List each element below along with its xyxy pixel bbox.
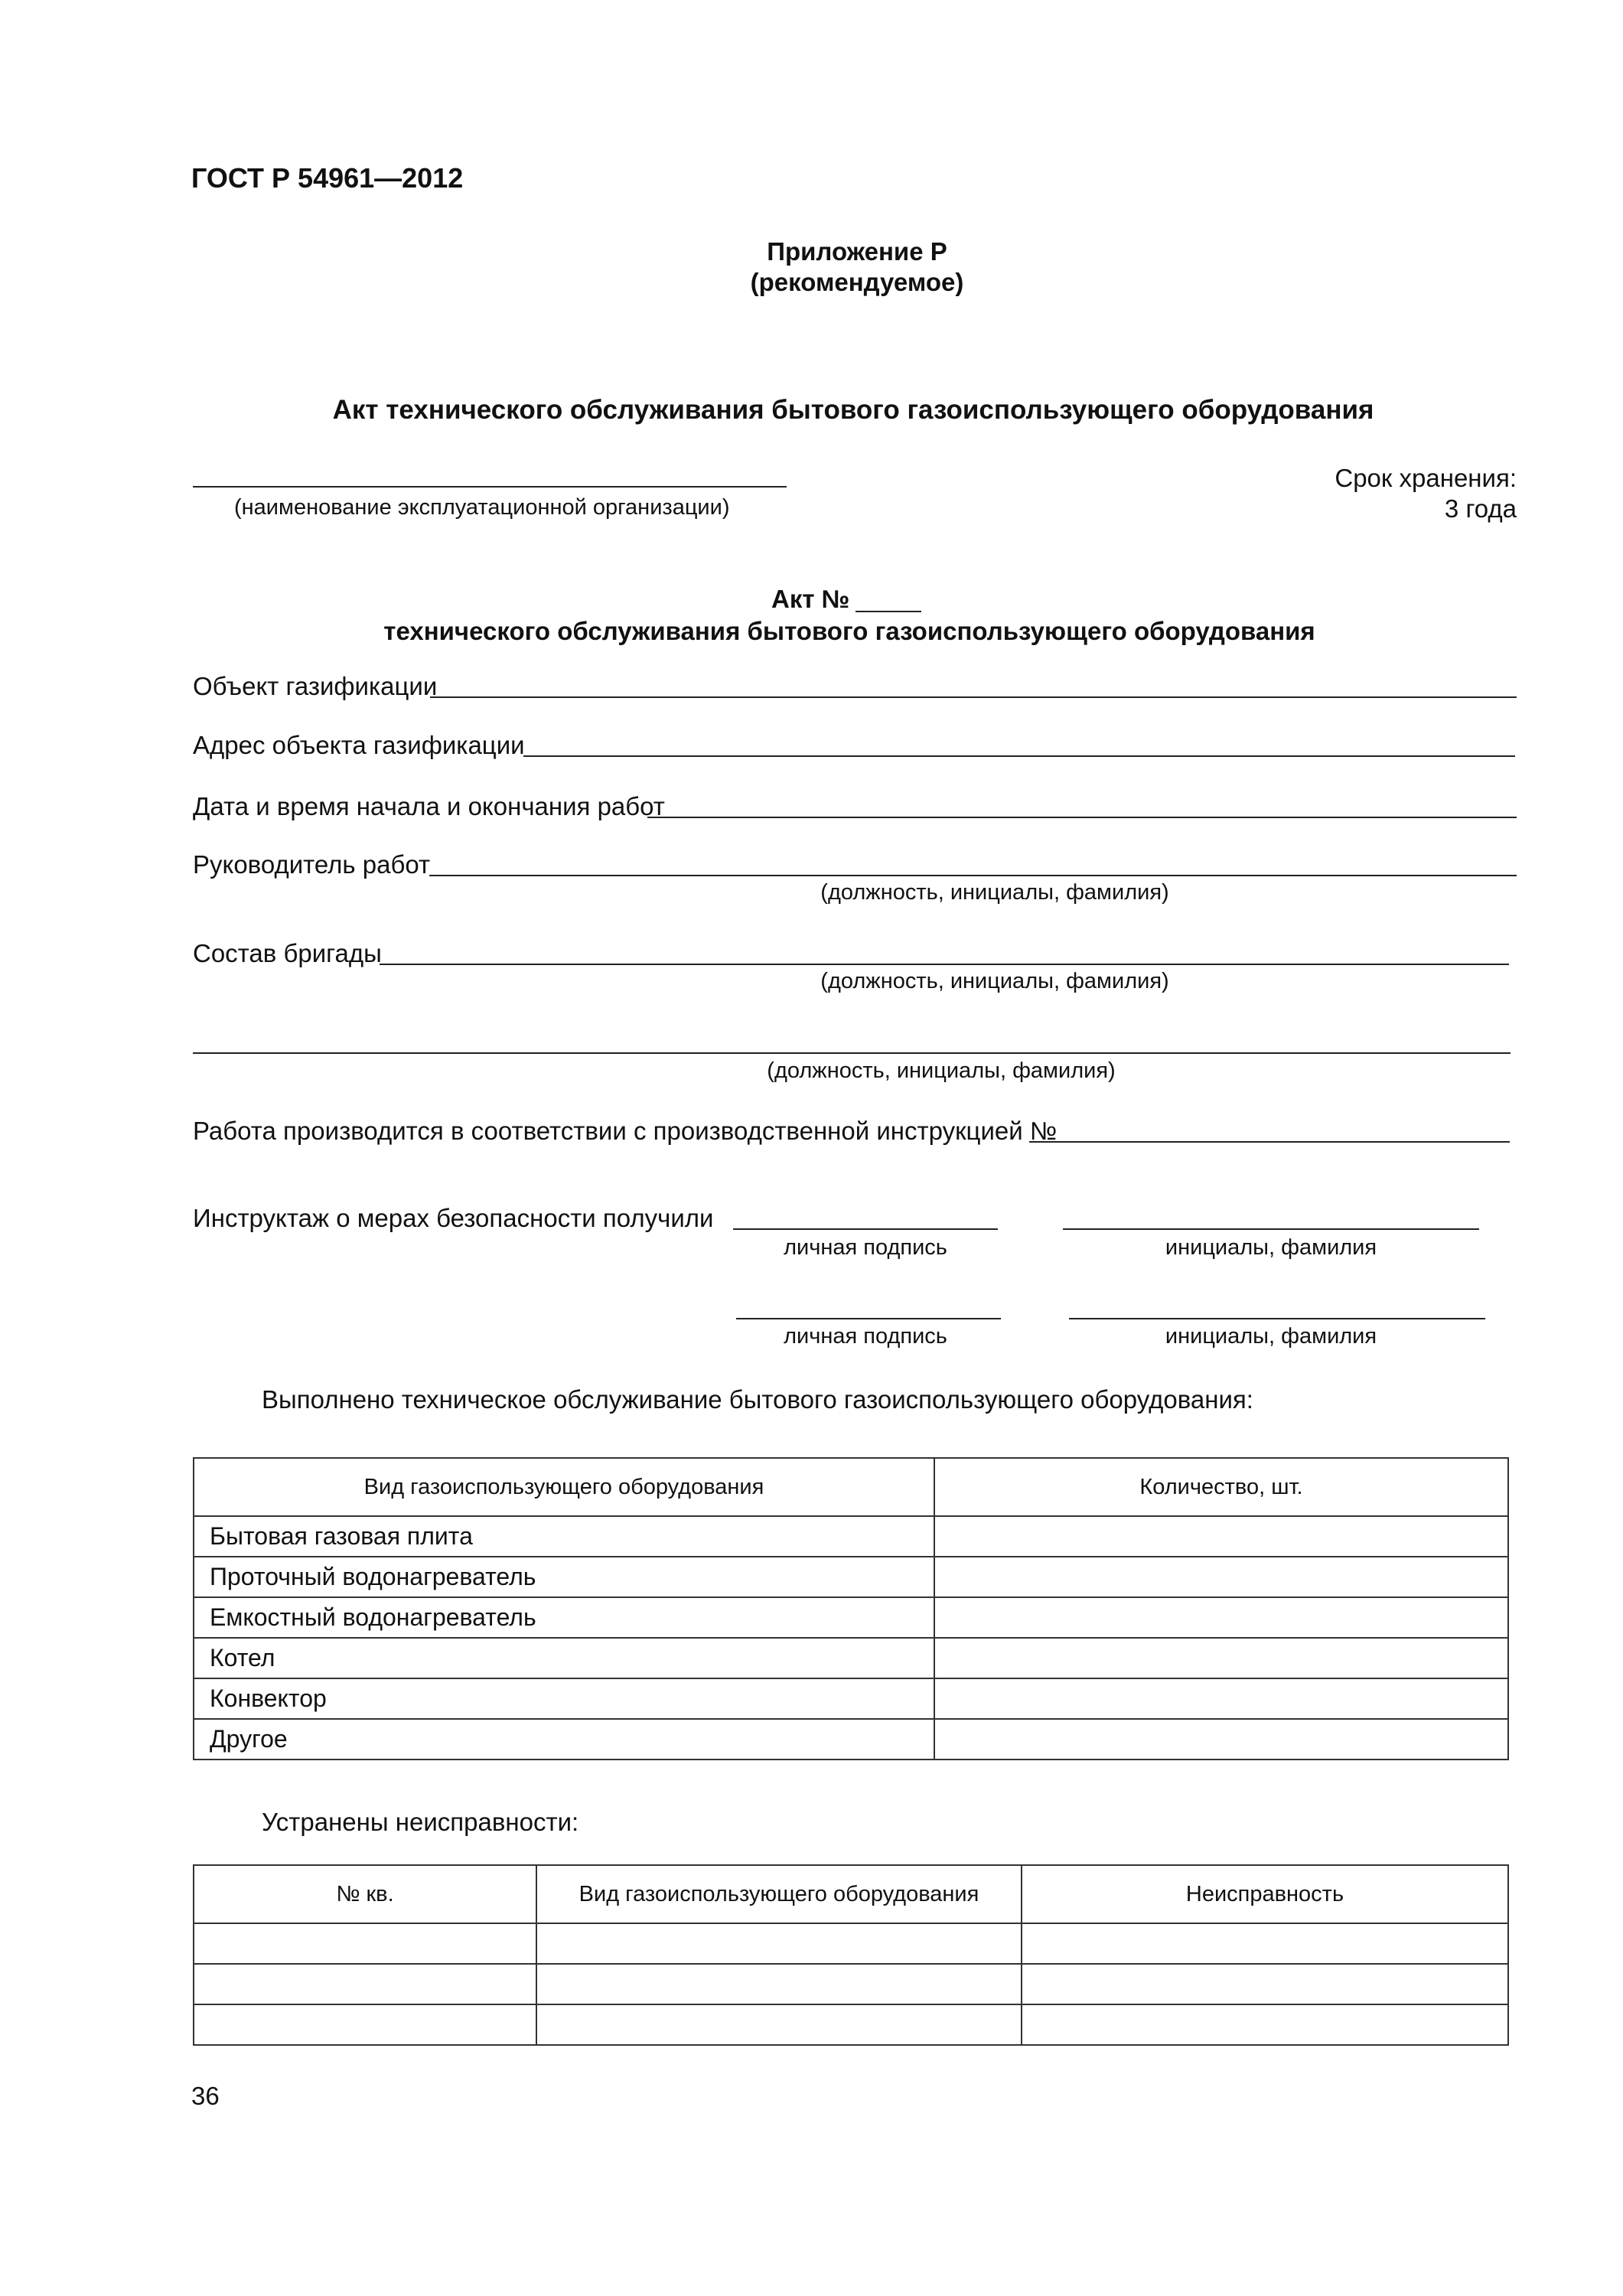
table-row [194,1597,1508,1638]
equipment-name: Проточный водонагреватель [194,1557,934,1597]
faults-table-header [194,1865,1508,1923]
team-caption: (должность, инициалы, фамилия) [820,969,1169,993]
name-field-2[interactable] [1069,1318,1485,1319]
table-row [194,1516,1508,1557]
faults-table [193,1864,1509,2046]
retention-label: Срок хранения: [1335,464,1517,492]
fault-cell[interactable] [1022,1923,1508,1964]
supervisor-label: Руководитель работ [193,850,431,879]
faults-text: Устранены неисправности: [262,1808,579,1836]
column-fault: Неисправность [1022,1865,1508,1923]
table-row [194,1557,1508,1597]
extra-team-field[interactable] [193,1052,1511,1054]
quantity-cell[interactable] [934,1516,1508,1557]
name-caption-1: инициалы, фамилия [1165,1235,1377,1260]
fault-cell[interactable] [1022,1964,1508,2004]
column-apartment-number: № кв. [194,1865,536,1923]
equipment-cell[interactable] [536,2004,1022,2045]
column-quantity: Количество, шт. [934,1458,1508,1516]
equipment-name: Конвектор [194,1678,934,1719]
standard-number: ГОСТ Р 54961—2012 [191,162,464,194]
appendix-subtitle: (рекомендуемое) [750,268,964,296]
name-caption-2: инициалы, фамилия [1165,1324,1377,1349]
table-row [194,1923,1508,1964]
address-label: Адрес объекта газификации [193,731,525,759]
fault-cell[interactable] [1022,2004,1508,2045]
equipment-cell[interactable] [536,1923,1022,1964]
object-field[interactable] [430,696,1517,698]
equipment-cell[interactable] [536,1964,1022,2004]
quantity-cell[interactable] [934,1557,1508,1597]
performed-table [193,1457,1509,1760]
apartment-cell[interactable] [194,2004,536,2045]
team-label: Состав бригады [193,939,382,967]
appendix-title: Приложение Р [767,237,947,266]
table-row [194,1678,1508,1719]
retention-period: 3 года [1444,494,1517,523]
equipment-name: Емкостный водонагреватель [194,1597,934,1638]
supervisor-caption: (должность, инициалы, фамилия) [820,880,1169,905]
act-number-label: Акт № [771,585,850,613]
supervisor-field[interactable] [429,875,1517,876]
column-equipment-type: Вид газоиспользующего оборудования [536,1865,1022,1923]
main-title: Акт технического обслуживания бытового газоиспользующего оборудования [332,395,1374,425]
object-label: Объект газификации [193,672,438,700]
quantity-cell[interactable] [934,1678,1508,1719]
name-field-1[interactable] [1063,1228,1479,1230]
address-field[interactable] [523,755,1515,757]
quantity-cell[interactable] [934,1719,1508,1760]
signature-caption-2: личная подпись [784,1324,947,1349]
instruction-number-field[interactable] [1029,1141,1510,1143]
table-row [194,1638,1508,1678]
extra-team-caption: (должность, инициалы, фамилия) [767,1058,1116,1083]
datetime-field[interactable] [647,817,1517,818]
table-row [194,2004,1508,2045]
apartment-cell[interactable] [194,1964,536,2004]
page-number: 36 [191,2082,220,2110]
equipment-name: Котел [194,1638,934,1678]
act-subtitle: технического обслуживания бытового газоиспользующего оборудования [383,617,1315,645]
signature-field-1[interactable] [733,1228,998,1230]
signature-caption-1: личная подпись [784,1235,947,1260]
apartment-cell[interactable] [194,1923,536,1964]
equipment-name: Бытовая газовая плита [194,1516,934,1557]
organization-caption: (наименование эксплуатационной организации) [234,495,730,520]
table-row [194,1719,1508,1760]
performed-table-header [194,1458,1508,1516]
act-number-field[interactable] [855,611,921,612]
quantity-cell[interactable] [934,1638,1508,1678]
table-row [194,1964,1508,2004]
signature-field-2[interactable] [736,1318,1001,1319]
team-field[interactable] [380,964,1509,965]
instruction-label: Работа производится в соответствии с производственной инструкцией № [193,1117,1058,1145]
organization-line[interactable] [193,486,787,488]
performed-text: Выполнено техническое обслуживание бытового газоиспользующего оборудования: [262,1385,1253,1414]
datetime-label: Дата и время начала и окончания работ [193,792,665,820]
briefing-label: Инструктаж о мерах безопасности получили [193,1204,714,1232]
quantity-cell[interactable] [934,1597,1508,1638]
column-equipment-type: Вид газоиспользующего оборудования [194,1458,934,1516]
equipment-name: Другое [194,1719,934,1760]
